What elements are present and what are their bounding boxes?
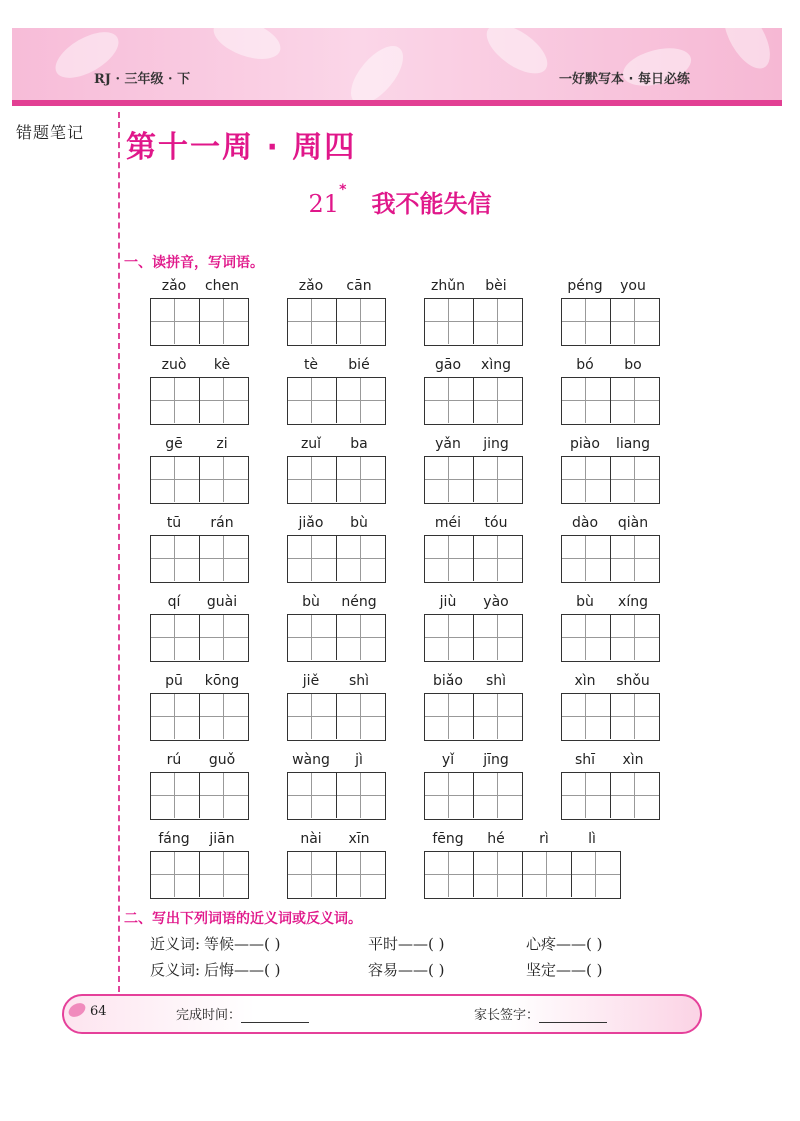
pinyin-syllable: bó — [576, 357, 594, 373]
writing-cell[interactable] — [425, 852, 474, 897]
margin-divider — [118, 112, 120, 992]
writing-boxes — [150, 377, 249, 425]
writing-cell[interactable] — [288, 457, 337, 502]
pinyin-label — [424, 357, 522, 375]
word-item — [287, 752, 385, 822]
pinyin-syllable: qiàn — [617, 515, 649, 531]
pinyin-syllable: xíng — [618, 594, 648, 610]
pinyin-syllable: kè — [213, 357, 231, 373]
page-number: 64 — [90, 1004, 107, 1019]
pinyin-syllable: zuǐ — [300, 436, 322, 452]
writing-boxes — [150, 851, 249, 899]
word-item — [150, 831, 248, 901]
writing-cell[interactable] — [337, 615, 385, 660]
writing-boxes — [287, 851, 386, 899]
pinyin-syllable: lì — [588, 831, 596, 847]
writing-boxes — [424, 298, 523, 346]
writing-cell[interactable] — [474, 536, 522, 581]
pinyin-label — [561, 752, 659, 770]
writing-boxes — [287, 772, 386, 820]
parent-signature — [474, 1004, 607, 1023]
word-item — [424, 357, 522, 427]
pinyin-syllable: bèi — [485, 278, 507, 294]
word-item — [424, 831, 618, 901]
word-item — [561, 752, 659, 822]
pinyin-syllable: jing — [483, 436, 509, 452]
lesson-mark: * — [339, 182, 347, 198]
word-item — [424, 436, 522, 506]
writing-cell[interactable] — [474, 773, 522, 818]
writing-cell[interactable] — [611, 694, 659, 739]
pinyin-syllable: fēng — [432, 831, 464, 847]
writing-cell[interactable] — [562, 615, 611, 660]
parent-signature-field[interactable] — [539, 1010, 607, 1023]
pinyin-syllable: tè — [303, 357, 319, 373]
footer-bar — [62, 994, 702, 1034]
section-1-title: 一、读拼音，写词语。 — [124, 255, 264, 271]
word-item — [561, 436, 659, 506]
pinyin-syllable: guài — [206, 594, 238, 610]
writing-boxes — [424, 456, 523, 504]
pinyin-syllable: bù — [350, 515, 368, 531]
pinyin-label — [150, 278, 248, 296]
pinyin-label — [561, 594, 659, 612]
pinyin-syllable: xīn — [348, 831, 370, 847]
pinyin-syllable: gāo — [434, 357, 462, 373]
writing-cell[interactable] — [425, 694, 474, 739]
writing-boxes — [561, 772, 660, 820]
pinyin-syllable: liang — [615, 436, 651, 452]
pinyin-label — [287, 831, 385, 849]
writing-boxes — [424, 535, 523, 583]
pinyin-syllable: xìn — [574, 673, 596, 689]
pinyin-syllable: jì — [355, 752, 363, 768]
pinyin-syllable: kōng — [204, 673, 240, 689]
word-item — [150, 436, 248, 506]
word-item — [150, 278, 248, 348]
pinyin-syllable: zuò — [161, 357, 187, 373]
writing-cell[interactable] — [562, 694, 611, 739]
word-item — [287, 594, 385, 664]
writing-cell[interactable] — [151, 536, 200, 581]
section-2-title: 二、写出下列词语的近义词或反义词。 — [124, 911, 362, 927]
pinyin-syllable: tóu — [484, 515, 508, 531]
pinyin-syllable: jiān — [209, 831, 235, 847]
writing-cell[interactable] — [474, 378, 522, 423]
pinyin-syllable: yào — [483, 594, 509, 610]
pinyin-syllable: bo — [624, 357, 642, 373]
word-item — [150, 752, 248, 822]
writing-cell[interactable] — [288, 852, 337, 897]
writing-cell[interactable] — [474, 457, 522, 502]
pinyin-syllable: guǒ — [208, 752, 236, 768]
pinyin-label — [287, 436, 385, 454]
writing-cell[interactable] — [562, 536, 611, 581]
writing-cell[interactable] — [562, 299, 611, 344]
word-item — [287, 831, 385, 901]
pinyin-label — [287, 594, 385, 612]
pinyin-label — [150, 752, 248, 770]
word-item — [424, 594, 522, 664]
writing-cell[interactable] — [425, 773, 474, 818]
writing-cell[interactable] — [611, 536, 659, 581]
grade-label: RJ · 三年级 · 下 — [94, 72, 191, 87]
writing-boxes — [287, 456, 386, 504]
pinyin-syllable: néng — [341, 594, 377, 610]
pinyin-syllable: bié — [348, 357, 370, 373]
pinyin-syllable: zhǔn — [431, 278, 465, 294]
lesson-number: 21 — [308, 190, 340, 218]
pinyin-label — [287, 278, 385, 296]
pinyin-syllable: chen — [204, 278, 240, 294]
writing-boxes — [287, 535, 386, 583]
word-item — [150, 515, 248, 585]
writing-cell[interactable] — [337, 299, 385, 344]
writing-boxes — [424, 851, 621, 899]
pinyin-syllable: shī — [574, 752, 596, 768]
word-item — [424, 515, 522, 585]
pinyin-syllable: bù — [576, 594, 594, 610]
antonym-item-3[interactable]: 坚定——( ) — [526, 961, 603, 979]
antonym-item-2[interactable]: 容易——( ) — [368, 961, 445, 979]
pinyin-label — [424, 831, 618, 849]
pinyin-syllable: wàng — [292, 752, 330, 768]
writing-boxes — [287, 377, 386, 425]
pinyin-syllable: jiǎo — [298, 515, 324, 531]
pinyin-syllable: rì — [539, 831, 549, 847]
pinyin-syllable: xìng — [481, 357, 511, 373]
pinyin-syllable: qí — [167, 594, 181, 610]
writing-cell[interactable] — [523, 852, 572, 897]
pinyin-syllable: piào — [570, 436, 600, 452]
writing-boxes — [424, 614, 523, 662]
synonym-label: 近义词: — [150, 935, 201, 953]
writing-cell[interactable] — [425, 457, 474, 502]
pinyin-syllable: méi — [434, 515, 462, 531]
writing-cell[interactable] — [200, 852, 248, 897]
pinyin-syllable: ba — [350, 436, 368, 452]
pinyin-syllable: biǎo — [433, 673, 463, 689]
word-item — [424, 278, 522, 348]
word-item — [561, 515, 659, 585]
pinyin-label — [424, 752, 522, 770]
writing-cell[interactable] — [151, 378, 200, 423]
writing-cell[interactable] — [562, 773, 611, 818]
writing-cell[interactable] — [151, 457, 200, 502]
writing-cell[interactable] — [288, 536, 337, 581]
writing-cell[interactable] — [425, 615, 474, 660]
writing-boxes — [561, 693, 660, 741]
word-item — [561, 357, 659, 427]
writing-cell[interactable] — [562, 378, 611, 423]
writing-cell[interactable] — [200, 773, 248, 818]
writing-cell[interactable] — [474, 615, 522, 660]
writing-boxes — [150, 298, 249, 346]
word-item — [424, 752, 522, 822]
page-header-banner — [12, 28, 782, 106]
writing-cell[interactable] — [288, 615, 337, 660]
week-title: 第十一周 · 周四 — [126, 130, 357, 165]
pinyin-label — [150, 673, 248, 691]
writing-boxes — [424, 377, 523, 425]
writing-cell[interactable] — [288, 773, 337, 818]
writing-boxes — [150, 456, 249, 504]
word-item — [287, 673, 385, 743]
word-item — [287, 515, 385, 585]
writing-cell[interactable] — [151, 694, 200, 739]
pinyin-label — [287, 357, 385, 375]
writing-boxes — [561, 535, 660, 583]
pinyin-syllable: péng — [567, 278, 603, 294]
pinyin-syllable: zǎo — [161, 278, 187, 294]
word-item — [150, 357, 248, 427]
writing-cell[interactable] — [425, 299, 474, 344]
word-item — [287, 278, 385, 348]
writing-cell[interactable] — [200, 457, 248, 502]
writing-boxes — [150, 535, 249, 583]
writing-cell[interactable] — [474, 694, 522, 739]
writing-cell[interactable] — [425, 378, 474, 423]
writing-boxes — [424, 772, 523, 820]
pinyin-syllable: cān — [346, 278, 372, 294]
pinyin-syllable: yǐ — [441, 752, 455, 768]
writing-boxes — [150, 693, 249, 741]
word-item — [150, 673, 248, 743]
pinyin-label — [424, 515, 522, 533]
pinyin-label — [150, 594, 248, 612]
pinyin-label — [561, 515, 659, 533]
pinyin-label — [150, 831, 248, 849]
pinyin-label — [150, 357, 248, 375]
writing-boxes — [561, 456, 660, 504]
writing-cell[interactable] — [151, 299, 200, 344]
pinyin-syllable: bù — [302, 594, 320, 610]
writing-cell[interactable] — [611, 615, 659, 660]
synonym-item-3[interactable]: 心疼——( ) — [526, 935, 603, 953]
writing-boxes — [287, 614, 386, 662]
pinyin-syllable: rú — [166, 752, 182, 768]
writing-cell[interactable] — [474, 299, 522, 344]
pinyin-syllable: gē — [165, 436, 183, 452]
pinyin-syllable: pū — [165, 673, 183, 689]
pinyin-label — [424, 594, 522, 612]
word-item — [287, 357, 385, 427]
synonym-item-1[interactable]: 等候——( ) — [204, 935, 281, 953]
writing-cell[interactable] — [288, 694, 337, 739]
pinyin-label — [287, 673, 385, 691]
lesson-title — [0, 184, 800, 219]
writing-cell[interactable] — [337, 773, 385, 818]
writing-boxes — [561, 377, 660, 425]
writing-boxes — [424, 693, 523, 741]
writing-cell[interactable] — [200, 536, 248, 581]
writing-boxes — [150, 772, 249, 820]
pinyin-syllable: fáng — [158, 831, 190, 847]
writing-cell[interactable] — [337, 852, 385, 897]
pinyin-syllable: hé — [487, 831, 505, 847]
pinyin-syllable: nài — [300, 831, 322, 847]
pinyin-syllable: you — [620, 278, 646, 294]
writing-cell[interactable] — [572, 852, 620, 897]
writing-boxes — [287, 693, 386, 741]
writing-boxes — [561, 614, 660, 662]
writing-cell[interactable] — [562, 457, 611, 502]
completion-time — [176, 1004, 309, 1023]
petal-icon — [66, 1000, 88, 1019]
writing-cell[interactable] — [611, 457, 659, 502]
writing-cell[interactable] — [151, 773, 200, 818]
writing-cell[interactable] — [337, 694, 385, 739]
writing-cell[interactable] — [151, 852, 200, 897]
pinyin-syllable: yǎn — [435, 436, 461, 452]
pinyin-syllable: shǒu — [616, 673, 650, 689]
writing-cell[interactable] — [611, 299, 659, 344]
word-item — [424, 673, 522, 743]
pinyin-syllable: jīng — [483, 752, 509, 768]
completion-time-field[interactable] — [241, 1010, 309, 1023]
writing-cell[interactable] — [200, 299, 248, 344]
lesson-name: 我不能失信 — [371, 190, 492, 218]
pinyin-label — [424, 436, 522, 454]
pinyin-syllable: dào — [571, 515, 599, 531]
pinyin-syllable: zǎo — [298, 278, 324, 294]
antonym-label: 反义词: — [150, 961, 201, 979]
writing-cell[interactable] — [200, 694, 248, 739]
pinyin-label — [424, 673, 522, 691]
writing-cell[interactable] — [337, 457, 385, 502]
pinyin-label — [561, 357, 659, 375]
pinyin-label — [561, 278, 659, 296]
completion-time-label: 完成时间： — [176, 1008, 242, 1023]
pinyin-syllable: tū — [166, 515, 182, 531]
pinyin-label — [561, 436, 659, 454]
pinyin-syllable: zi — [216, 436, 228, 452]
word-item — [287, 436, 385, 506]
writing-cell[interactable] — [288, 378, 337, 423]
book-label: 一好默写本 · 每日必练 — [559, 72, 690, 87]
word-item — [561, 278, 659, 348]
antonym-item-1[interactable]: 后悔——( ) — [204, 961, 281, 979]
header-bar — [12, 100, 782, 106]
writing-boxes — [287, 298, 386, 346]
pinyin-syllable: xìn — [622, 752, 644, 768]
word-item — [561, 594, 659, 664]
writing-cell[interactable] — [611, 773, 659, 818]
writing-cell[interactable] — [337, 378, 385, 423]
word-item — [150, 594, 248, 664]
pinyin-syllable: shì — [485, 673, 507, 689]
writing-cell[interactable] — [200, 615, 248, 660]
writing-cell[interactable] — [288, 299, 337, 344]
pinyin-syllable: jiù — [439, 594, 457, 610]
writing-cell[interactable] — [151, 615, 200, 660]
writing-cell[interactable] — [611, 378, 659, 423]
error-notes-label: 错题笔记 — [16, 123, 85, 142]
pinyin-syllable: jiě — [302, 673, 320, 689]
synonym-item-2[interactable]: 平时——( ) — [368, 935, 445, 953]
pinyin-label — [287, 752, 385, 770]
pinyin-label — [150, 436, 248, 454]
writing-cell[interactable] — [337, 536, 385, 581]
writing-boxes — [150, 614, 249, 662]
writing-cell[interactable] — [474, 852, 523, 897]
pinyin-label — [561, 673, 659, 691]
pinyin-label — [424, 278, 522, 296]
word-item — [561, 673, 659, 743]
writing-boxes — [561, 298, 660, 346]
parent-signature-label: 家长签字： — [474, 1008, 540, 1023]
pinyin-syllable: rán — [210, 515, 234, 531]
writing-cell[interactable] — [425, 536, 474, 581]
pinyin-label — [150, 515, 248, 533]
pinyin-syllable: shì — [348, 673, 370, 689]
writing-cell[interactable] — [200, 378, 248, 423]
pinyin-label — [287, 515, 385, 533]
